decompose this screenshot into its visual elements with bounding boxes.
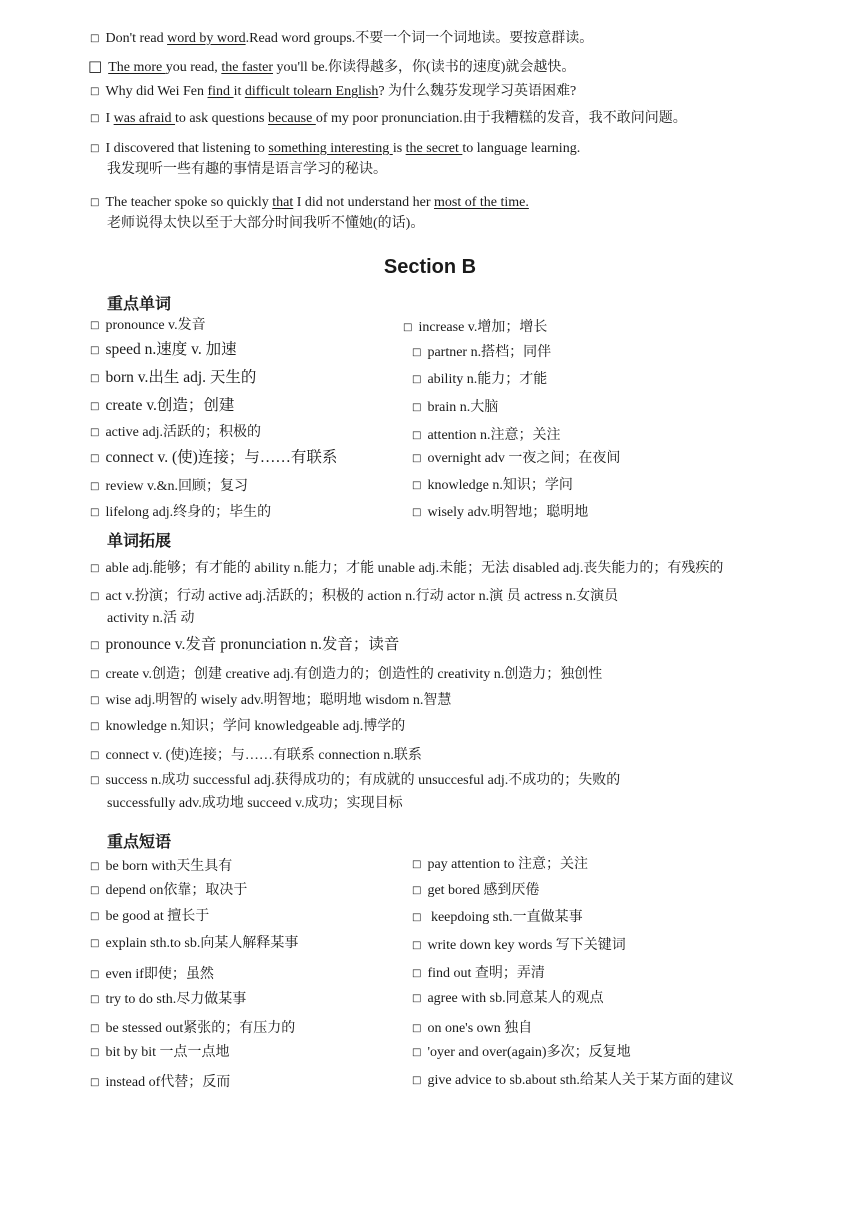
checkbox-icon: □ xyxy=(90,563,100,574)
phrase-item: □ be good at 擅长于 xyxy=(90,909,210,924)
checkbox-icon: □ xyxy=(412,993,422,1004)
checkbox-icon: □ xyxy=(412,912,422,923)
key-word-item: □ lifelong adj.终身的；毕生的 xyxy=(90,505,272,520)
checkbox-icon: □ xyxy=(90,994,100,1005)
checkbox-icon: □ xyxy=(412,402,422,413)
expansion-item-continued: activity n.活 动 xyxy=(107,611,195,626)
checkbox-icon: □ xyxy=(90,861,100,872)
expansion-item: □ wise adj.明智的 wisely adv.明智地；聪明地 wisdom n.智慧 xyxy=(90,693,452,708)
underline-phrase: the faster xyxy=(221,60,274,75)
checkbox-icon: □ xyxy=(90,591,100,602)
sentence-6-translation: 老师说得太快以至于大部分时间我听不懂她(的话)。 xyxy=(107,216,425,231)
expansion-item: □ success n.成功 successful adj.获得成功的；有成就的 unsuccesful adj.不成功的；失败的 xyxy=(90,773,621,788)
checkbox-icon: □ xyxy=(90,885,100,896)
key-word-item: □ brain n.大脑 xyxy=(412,400,499,415)
phrase-item: □ be stessed out紧张的；有压力的 xyxy=(90,1021,296,1036)
underline-phrase: something interesting xyxy=(268,141,393,156)
phrase-item: □ 'oyer and over(again)多次；反复地 xyxy=(412,1045,631,1060)
checkbox-icon: □ xyxy=(412,430,422,441)
checkbox-icon: □ xyxy=(90,401,100,412)
checkbox-icon: □ xyxy=(90,86,100,97)
key-word-item: □ knowledge n.知识；学问 xyxy=(412,478,573,493)
checkbox-icon: □ xyxy=(90,33,100,44)
underline-phrase: the secret xyxy=(405,141,463,156)
phrase-item: □ even if即使；虽然 xyxy=(90,967,214,982)
checkbox-icon: □ xyxy=(90,1047,100,1058)
checkbox-icon: □ xyxy=(90,197,100,208)
key-word-item: □ create v.创造；创建 xyxy=(90,397,235,414)
checkbox-icon: □ xyxy=(412,940,422,951)
phrase-item: □ bit by bit 一点一点地 xyxy=(90,1045,230,1060)
sentence-1: □ Don't read word by word.Read word groups.不要一个词一个词地读。要按意群读。 xyxy=(90,31,594,46)
underline-phrase: that xyxy=(272,195,294,210)
expansion-item: □ pronounce v.发音 pronunciation n.发音；读音 xyxy=(90,636,400,653)
checkbox-icon: □ xyxy=(90,721,100,732)
checkbox-icon: □ xyxy=(90,427,100,438)
checkbox-icon: □ xyxy=(412,1023,422,1034)
checkbox-icon: □ xyxy=(90,1077,100,1088)
checkbox-icon: □ xyxy=(90,669,100,680)
expansion-item: □ connect v. (使)连接；与……有联系 connection n.联系 xyxy=(90,748,422,763)
checkbox-icon: □ xyxy=(412,968,422,979)
checkbox-icon: □ xyxy=(90,345,100,356)
checkbox-icon: □ xyxy=(412,453,422,464)
expansion-item-continued: successfully adv.成功地 succeed v.成功；实现目标 xyxy=(107,796,403,811)
sentence-2: □ The more you read, the faster you'll be.你读得越多，你(读书的速度)就会越快。 xyxy=(88,57,576,75)
underline-phrase: difficult tolearn English xyxy=(244,84,379,99)
sentence-3: □ Why did Wei Fen find it difficult tolearn English? 为什么魏芬发现学习英语困难? xyxy=(90,84,577,99)
expansion-item: □ able adj.能够；有才能的 ability n.能力；才能 unable adj.未能；无法 disabled adj.丧失能力的；有残疾的 xyxy=(90,561,724,576)
checkbox-icon: □ xyxy=(90,775,100,786)
checkbox-icon: □ xyxy=(412,1075,422,1086)
underline-phrase: most of the time. xyxy=(433,195,529,210)
key-word-item: □ born v.出生 adj. 天生的 xyxy=(90,369,257,386)
sentence-5: □ I discovered that listening to something interesting is the secret to language learning. xyxy=(90,141,581,156)
checkbox-icon: □ xyxy=(412,374,422,385)
key-word-item: □ overnight adv 一夜之间；在夜间 xyxy=(412,451,621,466)
checkbox-icon: □ xyxy=(90,750,100,761)
checkbox-icon: □ xyxy=(412,507,422,518)
expansion-item: □ create v.创造；创建 creative adj.有创造力的；创造性的 creativity n.创造力；独创性 xyxy=(90,667,603,682)
phrase-item: □ on one's own 独自 xyxy=(412,1021,533,1036)
checkbox-icon: □ xyxy=(90,143,100,154)
checkbox-icon: □ xyxy=(90,453,100,464)
checkbox-icon: □ xyxy=(90,373,100,384)
phrase-item: □ explain sth.to sb.向某人解释某事 xyxy=(90,936,299,951)
key-phrases-heading: 重点短语 xyxy=(107,834,172,851)
key-word-item: □ active adj.活跃的；积极的 xyxy=(90,425,261,440)
checkbox-icon: □ xyxy=(90,320,100,331)
phrase-item: □ find out 查明；弄清 xyxy=(412,966,545,981)
checkbox-icon: □ xyxy=(412,859,422,870)
checkbox-icon: □ xyxy=(90,507,100,518)
underline-phrase: The more xyxy=(108,60,166,75)
underline-phrase: was afraid xyxy=(113,111,176,126)
word-expansion-heading: 单词拓展 xyxy=(107,533,172,550)
sentence-4: □ I was afraid to ask questions because of my poor pronunciation.由于我糟糕的发音，我不敢问问题。 xyxy=(90,111,687,126)
checkbox-icon: □ xyxy=(90,113,100,124)
underline-phrase: find xyxy=(207,84,234,99)
phrase-item: □ depend on依靠；取决于 xyxy=(90,883,248,898)
phrase-item: □ get bored 感到厌倦 xyxy=(412,883,540,898)
key-word-item: □ speed n.速度 v. 加速 xyxy=(90,341,237,358)
checkbox-icon: □ xyxy=(90,481,100,492)
checkbox-icon: □ xyxy=(90,969,100,980)
phrase-item: □ keepdoing sth.一直做某事 xyxy=(412,910,583,925)
key-word-item: □ wisely adv.明智地；聪明地 xyxy=(412,505,589,520)
checkbox-icon: □ xyxy=(90,640,100,651)
key-word-item: □ increase v.增加；增长 xyxy=(403,320,548,335)
underline-phrase: word by word xyxy=(167,31,246,46)
sentence-6: □ The teacher spoke so quickly that I did not understand her most of the time. xyxy=(90,195,529,210)
phrase-item: □ instead of代替；反而 xyxy=(90,1075,231,1090)
section-title: Section B xyxy=(383,256,477,278)
expansion-item: □ knowledge n.知识；学问 knowledgeable adj.博学的 xyxy=(90,719,406,734)
key-word-item: □ connect v. (使)连接；与……有联系 xyxy=(90,449,338,466)
checkbox-icon: □ xyxy=(412,480,422,491)
key-word-item: □ partner n.搭档；同伴 xyxy=(412,345,552,360)
phrase-item: □ be born with天生具有 xyxy=(90,859,233,874)
checkbox-icon: □ xyxy=(90,1023,100,1034)
checkbox-icon: □ xyxy=(90,695,100,706)
phrase-item: □ agree with sb.同意某人的观点 xyxy=(412,991,604,1006)
checkbox-icon: □ xyxy=(412,885,422,896)
key-word-item: □ review v.&n.回顾；复习 xyxy=(90,479,249,494)
key-word-item: □ ability n.能力；才能 xyxy=(412,372,548,387)
key-words-heading: 重点单词 xyxy=(107,296,172,313)
underline-phrase: because xyxy=(268,111,316,126)
phrase-item: □ write down key words 写下关键词 xyxy=(412,938,626,953)
sentence-5-translation: 我发现听一些有趣的事情是语言学习的秘诀。 xyxy=(107,162,387,177)
phrase-item: □ try to do sth.尽力做某事 xyxy=(90,992,247,1007)
expansion-item: □ act v.扮演；行动 active adj.活跃的；积极的 action n.行动 actor n.演 员 actress n.女演员 xyxy=(90,589,619,604)
checkbox-icon: □ xyxy=(403,322,413,333)
phrase-item: □ give advice to sb.about sth.给某人关于某方面的建议 xyxy=(412,1073,734,1088)
checkbox-icon: □ xyxy=(412,1047,422,1058)
phrase-item: □ pay attention to 注意；关注 xyxy=(412,857,589,872)
key-word-item: □ attention n.注意；关注 xyxy=(412,428,561,443)
key-word-item: □ pronounce v.发音 xyxy=(90,318,206,333)
checkbox-icon: □ xyxy=(90,938,100,949)
checkbox-icon: □ xyxy=(90,911,100,922)
checkbox-icon: □ xyxy=(88,57,103,75)
checkbox-icon: □ xyxy=(412,347,422,358)
